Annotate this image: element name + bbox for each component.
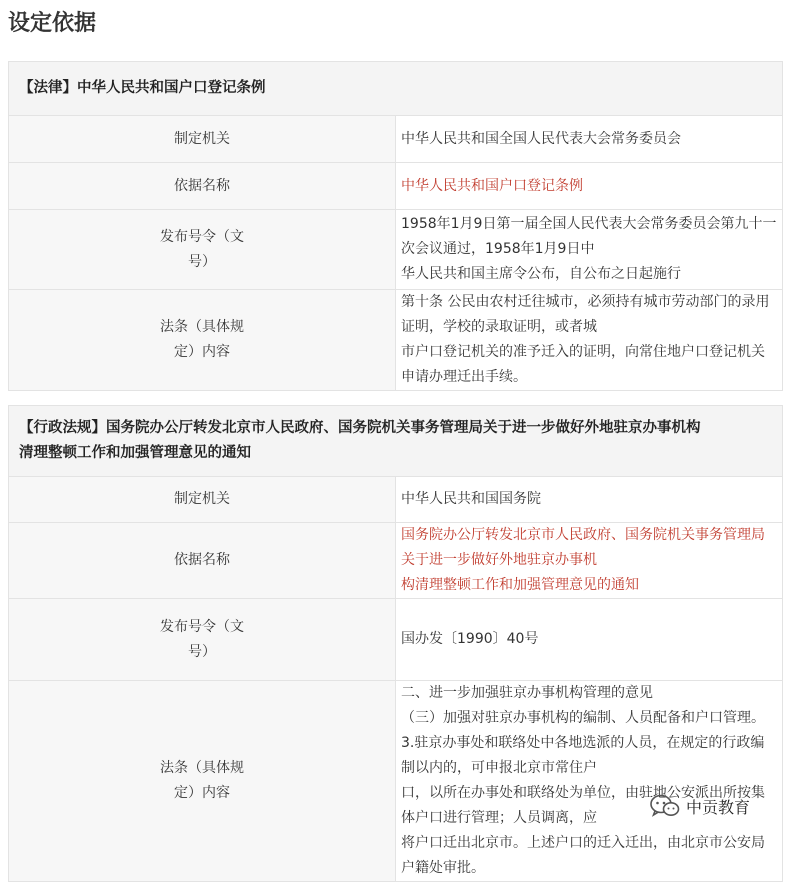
value-enacting-authority: 中华人民共和国全国人民代表大会常务委员会 bbox=[396, 116, 783, 163]
value-line: 第十条 公民由农村迁往城市，必须持有城市劳动部门的录用证明，学校的录取证明，或者城 bbox=[401, 294, 770, 335]
page-title: 设定依据 bbox=[8, 11, 97, 36]
label-issuance-number bbox=[9, 599, 396, 681]
label-line: 号） bbox=[188, 253, 216, 270]
value-line: 构清理整顿工作和加强管理意见的通知 bbox=[401, 577, 639, 593]
value-issuance-number: 国办发〔1990〕40号 bbox=[396, 599, 783, 681]
value-enacting-authority: 中华人民共和国国务院 bbox=[396, 477, 783, 523]
watermark bbox=[650, 794, 750, 818]
label-issuance-number bbox=[9, 210, 396, 290]
label-line: 定）内容 bbox=[174, 785, 230, 801]
header-line: 清理整顿工作和加强管理意见的通知 bbox=[19, 445, 251, 461]
label-basis-name: 依据名称 bbox=[9, 523, 396, 599]
value-line: 1958年1月9日第一届全国人民代表大会常务委员会第九十一次会议通过，1958年1月9日中 bbox=[401, 216, 777, 257]
label-line: 发布号令（文 bbox=[160, 228, 244, 245]
header-line: 【行政法规】国务院办公厅转发北京市人民政府、国务院机关事务管理局关于进一步做好外地驻京办事机构 bbox=[19, 420, 701, 436]
label-enacting-authority: 制定机关 bbox=[9, 477, 396, 523]
value-line: 国务院办公厅转发北京市人民政府、国务院机关事务管理局关于进一步做好外地驻京办事机 bbox=[401, 527, 765, 568]
value-line: 3.驻京办事处和联络处中各地选派的人员，在规定的行政编制以内的，可申报北京市常住户 bbox=[401, 735, 765, 776]
wechat-icon bbox=[650, 794, 680, 818]
watermark-text: 中贡教育 bbox=[686, 797, 751, 817]
label-basis-name: 依据名称 bbox=[9, 163, 396, 210]
label-line: 法条（具体规 bbox=[160, 760, 244, 776]
value-line: 市户口登记机关的准予迁入的证明，向常住地户口登记机关申请办理迁出手续。 bbox=[401, 344, 765, 385]
section-header-admin-regulation bbox=[9, 406, 783, 477]
value-line: 二、进一步加强驻京办事机构管理的意见 bbox=[401, 685, 653, 701]
basis-name-link[interactable]: 中华人民共和国户口登记条例 bbox=[396, 163, 783, 210]
value-line: 华人民共和国主席令公布，自公布之日起施行 bbox=[401, 266, 681, 282]
section-header-law: 【法律】中华人民共和国户口登记条例 bbox=[9, 62, 783, 116]
label-line: 发布号令（文 bbox=[160, 618, 244, 635]
label-enacting-authority: 制定机关 bbox=[9, 116, 396, 163]
value-line: 口，以所在办事处和联络处为单位，由驻地公安派出所按集体户口进行管理；人员调离，应 bbox=[401, 785, 765, 826]
value-line: 将户口迁出北京市。上述户口的迁入迁出，由北京市公安局户籍处审批。 bbox=[401, 835, 765, 876]
label-article-content bbox=[9, 681, 396, 882]
value-article-content bbox=[396, 681, 783, 882]
basis-table-law bbox=[8, 61, 783, 391]
value-article-content bbox=[396, 290, 783, 391]
basis-name-link[interactable] bbox=[396, 523, 783, 599]
label-line: 法条（具体规 bbox=[160, 319, 244, 335]
value-line: （三）加强对驻京办事机构的编制、人员配备和户口管理。 bbox=[401, 710, 765, 726]
label-line: 号） bbox=[188, 643, 216, 660]
label-line: 定）内容 bbox=[174, 344, 230, 360]
label-article-content bbox=[9, 290, 396, 391]
value-issuance-number bbox=[396, 210, 783, 290]
